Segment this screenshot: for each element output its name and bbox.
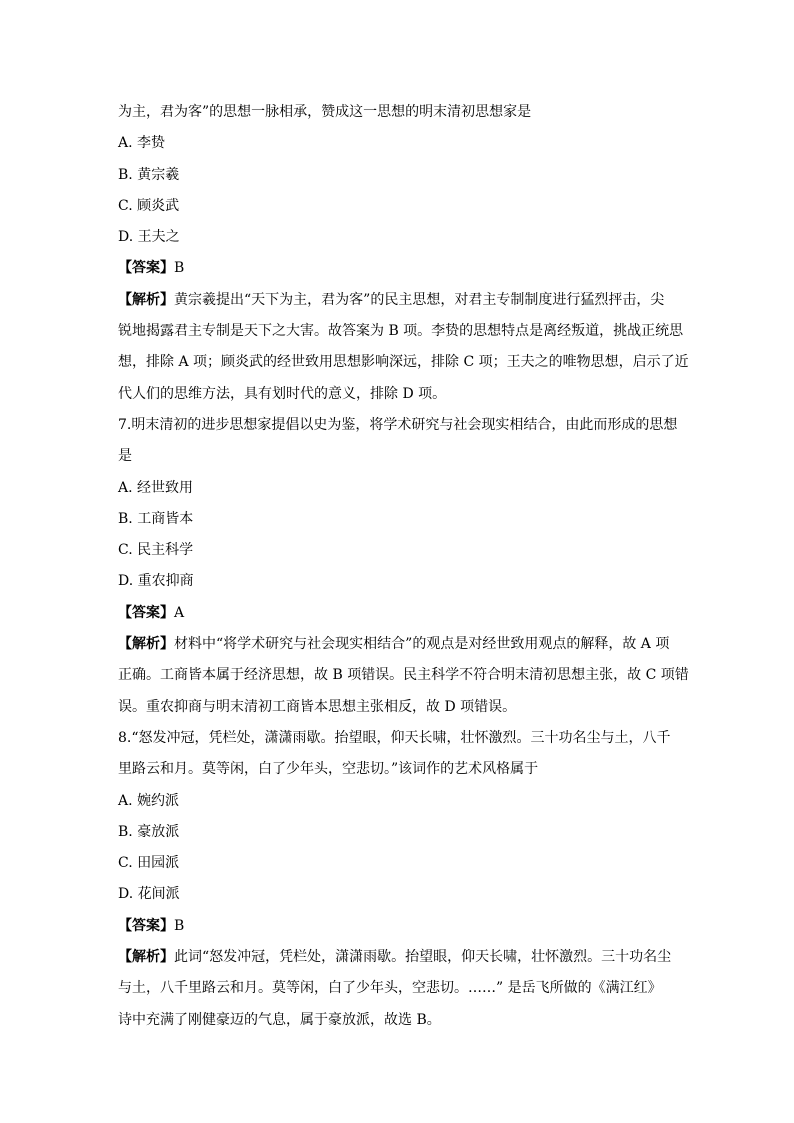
- q7-answer-line: [118, 598, 678, 629]
- q7-analysis-line-2: 正确。工商皆本属于经济思想，故 B 项错误。民主科学不符合明末清初思想主张，故 C 项错: [118, 667, 689, 684]
- q7-analysis-text-1: 材料中“将学术研究与社会现实相结合”的观点是对经世致用观点的解释，故 A 项: [174, 636, 670, 653]
- analysis-tag: 【解析】: [118, 636, 174, 653]
- q6-analysis-line-1: [118, 285, 678, 316]
- q8-option-d: D. 花间派: [118, 886, 180, 903]
- answer-tag: 【答案】: [118, 917, 174, 934]
- document-page: [118, 97, 689, 1036]
- q8-analysis-line-3: 诗中充满了刚健豪迈的气息，属于豪放派，故选 B。: [118, 1011, 441, 1028]
- q7-answer: A: [174, 604, 185, 621]
- q8-option-a: A. 婉约派: [118, 792, 180, 809]
- q6-analysis-line-4: 代人们的思维方法，具有划时代的意义，排除 D 项。: [118, 385, 447, 402]
- q8-analysis-line-2: 与土，八千里路云和月。莫等闲，白了少年头，空悲切。……” 是岳飞所做的《满江红》: [118, 980, 662, 997]
- q8-option-b: B. 豪放派: [118, 823, 180, 840]
- q7-option-b: B. 工商皆本: [118, 510, 194, 527]
- q8-stem-line-1: 8.“怒发冲冠，凭栏处，潇潇雨歇。抬望眼，仰天长啸，壮怀激烈。三十功名尘与土，八千: [118, 729, 671, 746]
- q6-answer: B: [174, 260, 185, 277]
- q6-analysis-line-2: 锐地揭露君主专制是天下之大害。故答案为 B 项。李贽的思想特点是离经叛道，挑战正统思: [118, 323, 684, 340]
- q7-analysis-line-3: 误。重农抑商与明末清初工商皆本思想主张相反，故 D 项错误。: [118, 698, 517, 715]
- answer-tag: 【答案】: [118, 260, 174, 277]
- q8-answer-line: [118, 911, 678, 942]
- analysis-tag: 【解析】: [118, 949, 174, 966]
- q6-analysis-line-3: 想，排除 A 项；顾炎武的经世致用思想影响深远，排除 C 项；王夫之的唯物思想，启示了近: [118, 354, 689, 371]
- q7-option-a: A. 经世致用: [118, 479, 194, 496]
- q6-option-a: A. 李贽: [118, 135, 166, 152]
- answer-tag: 【答案】: [118, 604, 174, 621]
- q8-option-c: C. 田园派: [118, 855, 180, 872]
- q6-stem-tail: 为主，君为客”的思想一脉相承，赞成这一思想的明末清初思想家是: [118, 104, 532, 120]
- q7-option-c: C. 民主科学: [118, 542, 194, 559]
- q8-stem-line-2: 里路云和月。莫等闲，白了少年头，空悲切。”该词作的艺术风格属于: [118, 761, 539, 778]
- q7-stem-line-2: 是: [118, 448, 132, 465]
- q7-stem-line-1: 7.明末清初的进步思想家提倡以史为鉴，将学术研究与社会现实相结合，由此而形成的思想: [118, 416, 678, 433]
- q6-answer-line: [118, 253, 678, 284]
- q6-option-c: C. 顾炎武: [118, 197, 180, 214]
- q8-answer: B: [174, 917, 185, 934]
- q6-option-b: B. 黄宗羲: [118, 166, 180, 183]
- q6-option-d: D. 王夫之: [118, 229, 180, 246]
- analysis-tag: 【解析】: [118, 291, 174, 308]
- q8-analysis-line-1: [118, 942, 678, 973]
- q6-analysis-text-1: 黄宗羲提出“天下为主，君为客”的民主思想，对君主专制制度进行猛烈抨击，尖: [174, 291, 665, 308]
- q7-analysis-line-1: [118, 629, 678, 660]
- q7-option-d: D. 重农抑商: [118, 573, 194, 590]
- q8-analysis-text-1: 此词“怒发冲冠，凭栏处，潇潇雨歇。抬望眼，仰天长啸，壮怀激烈。三十功名尘: [174, 949, 672, 966]
